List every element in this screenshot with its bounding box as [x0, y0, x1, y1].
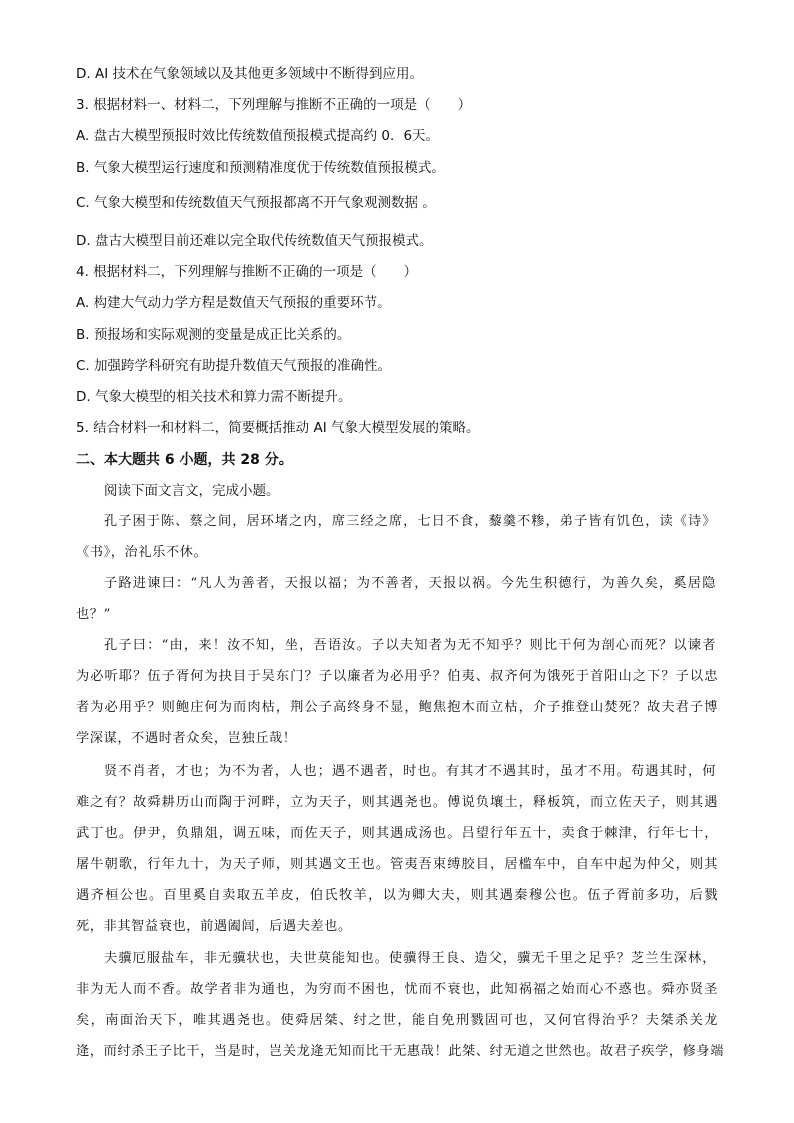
passage-line: 孔子困于陈、蔡之间，居环堵之内，席三经之席，七日不食，藜羹不糁，弟子皆有饥色，读《诗》 — [104, 514, 716, 529]
question-4-option-a: A. 构建大气动力学方程是数值天气预报的重要环节。 — [76, 295, 391, 311]
question-4-stem: 4. 根据材料二，下列理解与推断不正确的一项是（ ） — [76, 264, 418, 280]
passage-line: 子路进谏曰：“凡人为善者，天报以福；为不善者，天报以祸。今先生积德行，为善久矣，奚居隐 — [104, 576, 716, 591]
passage-line: 逄，而纣杀王子比干，当是时，岂关龙逄无知而比干无惠哉！此桀、纣无道之世然也。故君子疾学，修身端 — [76, 1044, 725, 1059]
passage-line: 贤不肖者，才也；为不为者，人也；遇不遇者，时也。有其才不遇其时，虽才不用。苟遇其时，何 — [104, 764, 716, 779]
passage-line: 者为必用乎？则鲍庄何为而肉枯，荆公子高终身不显，鲍焦抱木而立枯，介子推登山焚死？故夫君子博 — [76, 700, 718, 715]
question-3-option-b: B. 气象大模型运行速度和预测精准度优于传统数值预报模式。 — [76, 160, 445, 176]
passage-line: 《书》，治礼乐不休。 — [76, 545, 208, 560]
passage-line: 也？” — [76, 607, 111, 622]
passage-line: 为必听耶？伍子胥何为抉目于吴东门？子以廉者为必用乎？伯夷、叔齐何为饿死于首阳山之下？子以忠 — [76, 669, 718, 684]
passage-line: 学深谋，不遇时者众矣，岂独丘哉！ — [76, 731, 297, 746]
passage-line: 孔子曰：“由，来！汝不知，坐，吾语汝。子以夫知者为无不知乎？则比干何为剖心而死？以谏者 — [104, 638, 716, 653]
passage-line: 夫骥厄服盐车，非无骥状也，夫世莫能知也。使骥得王良、造父，骥无千里之足乎？芝兰生深林， — [104, 951, 716, 966]
passage-instruction: 阅读下面文言文，完成小题。 — [104, 483, 280, 499]
question-4-option-c: C. 加强跨学科研究有助提升数值天气预报的准确性。 — [76, 358, 392, 374]
passage-line: 遇齐桓公也。百里奚自卖取五羊皮，伯氏牧羊，以为卿大夫，则其遇秦穆公也。伍子胥前多功，后戮 — [76, 888, 718, 903]
passage-line: 武丁也。伊尹，负鼎俎，调五味，而佐天子，则其遇成汤也。吕望行年五十，卖食于棘津，行年七十， — [76, 826, 718, 841]
passage-line: 死，非其智益衰也，前遇阖闾，后遇夫差也。 — [76, 919, 352, 934]
section-heading: 二、本大题共 6 小题，共 28 分。 — [76, 452, 293, 468]
question-4-option-d: D. 气象大模型的相关技术和算力需不断提升。 — [76, 389, 352, 405]
question-3-option-a: A. 盘古大模型预报时效比传统数值预报模式提高约 0．6天。 — [76, 128, 440, 144]
question-3-option-c: C. 气象大模型和传统数值天气预报都离不开气象观测数据 。 — [76, 195, 436, 211]
passage-line: 难之有？故舜耕历山而陶于河畔，立为天子，则其遇尧也。傅说负壤土，释板筑，而立佐天子，则其遇 — [76, 795, 718, 810]
question-2-option-d: D. AI 技术在气象领域以及其他更多领域中不断得到应用。 — [76, 66, 423, 82]
question-5-stem: 5. 结合材料一和材料二，简要概括推动 AI 气象大模型发展的策略。 — [76, 420, 480, 436]
question-4-option-b: B. 预报场和实际观测的变量是成正比关系的。 — [76, 327, 351, 343]
passage-line: 矣，南面治天下，唯其遇尧也。使舜居桀、纣之世，能自免刑戮固可也，又何官得治乎？夫桀杀关龙 — [76, 1013, 718, 1028]
passage-line: 屠牛朝歌，行年九十，为天子师，则其遇文王也。管夷吾束缚胶目，居槛车中，自车中起为仲父，则其 — [76, 857, 718, 872]
question-3-option-d: D. 盘古大模型目前还难以完全取代传统数值天气预报模式。 — [76, 233, 433, 249]
passage-line: 非为无人而不香。故学者非为通也，为穷而不困也，忧而不衰也，此知祸福之始而心不惑也。舜亦贤圣 — [76, 982, 718, 997]
question-3-stem: 3. 根据材料一、材料二，下列理解与推断不正确的一项是（ ） — [76, 97, 472, 113]
